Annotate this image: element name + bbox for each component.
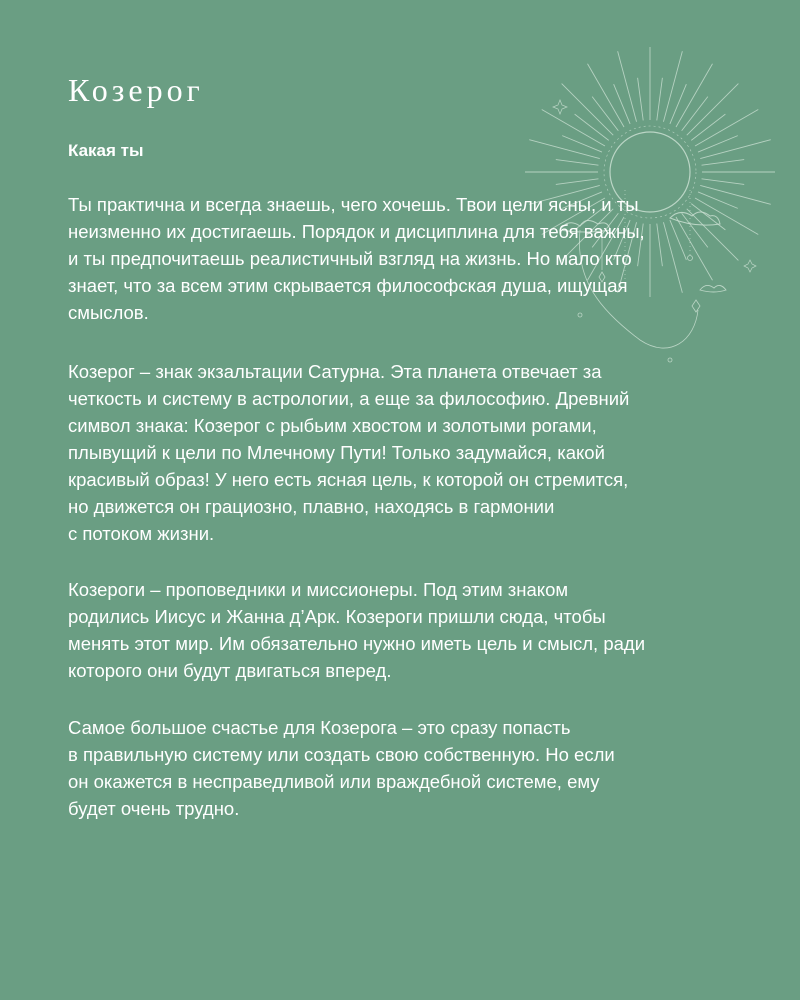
text-line: Ты практична и всегда знаешь, чего хочешь. Твои цели ясны, и ты xyxy=(68,194,639,215)
sun-ray xyxy=(562,84,614,136)
text-line: неизменно их достигаешь. Порядок и дисциплина для тебя важны, xyxy=(68,221,645,242)
sun-ray xyxy=(702,160,745,166)
text-line: Самое большое счастье для Козерога – это сразу попасть xyxy=(68,717,571,738)
sun-ray xyxy=(556,160,599,166)
text-line: плывущий к цели по Млечному Пути! Только задумайся, какой xyxy=(68,442,605,463)
section-heading: Какая ты xyxy=(68,141,144,160)
text-line: которого они будут двигаться вперед. xyxy=(68,660,392,681)
sun-ray xyxy=(663,51,682,122)
sun-ray xyxy=(618,51,637,122)
page-title: Козерог xyxy=(68,72,204,108)
text-line: с потоком жизни. xyxy=(68,523,215,544)
sun-ray xyxy=(638,78,644,121)
text-line: но движется он грациозно, плавно, находясь в гармонии xyxy=(68,496,555,517)
text-line: Козерог – знак экзальтации Сатурна. Эта планета отвечает за xyxy=(68,361,602,382)
text-line: и ты предпочитаешь реалистичный взгляд на жизнь. Но мало кто xyxy=(68,248,632,269)
text-line: родились Иисус и Жанна д’Арк. Козероги пришли сюда, чтобы xyxy=(68,606,606,627)
text-line: символ знака: Козерог с рыбьим хвостом и золотыми рогами, xyxy=(68,415,597,436)
text-line: знает, что за всем этим скрывается философская душа, ищущая xyxy=(68,275,628,296)
text-line: будет очень трудно. xyxy=(68,798,240,819)
text-line: смыслов. xyxy=(68,302,149,323)
sun-ray xyxy=(687,84,739,136)
sun-ray xyxy=(556,179,599,185)
sun-ray xyxy=(682,97,708,131)
sun-ray xyxy=(691,114,725,140)
sun-ray xyxy=(702,179,745,185)
text-line: он окажется в несправедливой или враждебной системе, ему xyxy=(68,771,600,792)
sun-ray xyxy=(657,78,663,121)
sun-ray xyxy=(592,97,618,131)
text-line: Козероги – проповедники и миссионеры. Под этим знаком xyxy=(68,579,569,600)
sun-ray xyxy=(700,140,771,159)
sun-ray xyxy=(575,114,609,140)
text-line: красивый образ! У него есть ясная цель, к которой он стремится, xyxy=(68,469,629,490)
sun-ray xyxy=(529,140,600,159)
paragraph-4 xyxy=(68,714,728,822)
text-line: менять этот мир. Им обязательно нужно иметь цель и смысл, ради xyxy=(68,633,646,654)
text-line: четкость и систему в астрологии, а еще за философию. Древний xyxy=(68,388,630,409)
paragraph-1 xyxy=(68,191,728,326)
text-line: в правильную систему или создать свою собственную. Но если xyxy=(68,744,615,765)
paragraph-3 xyxy=(68,576,728,684)
paragraph-2 xyxy=(68,358,728,547)
